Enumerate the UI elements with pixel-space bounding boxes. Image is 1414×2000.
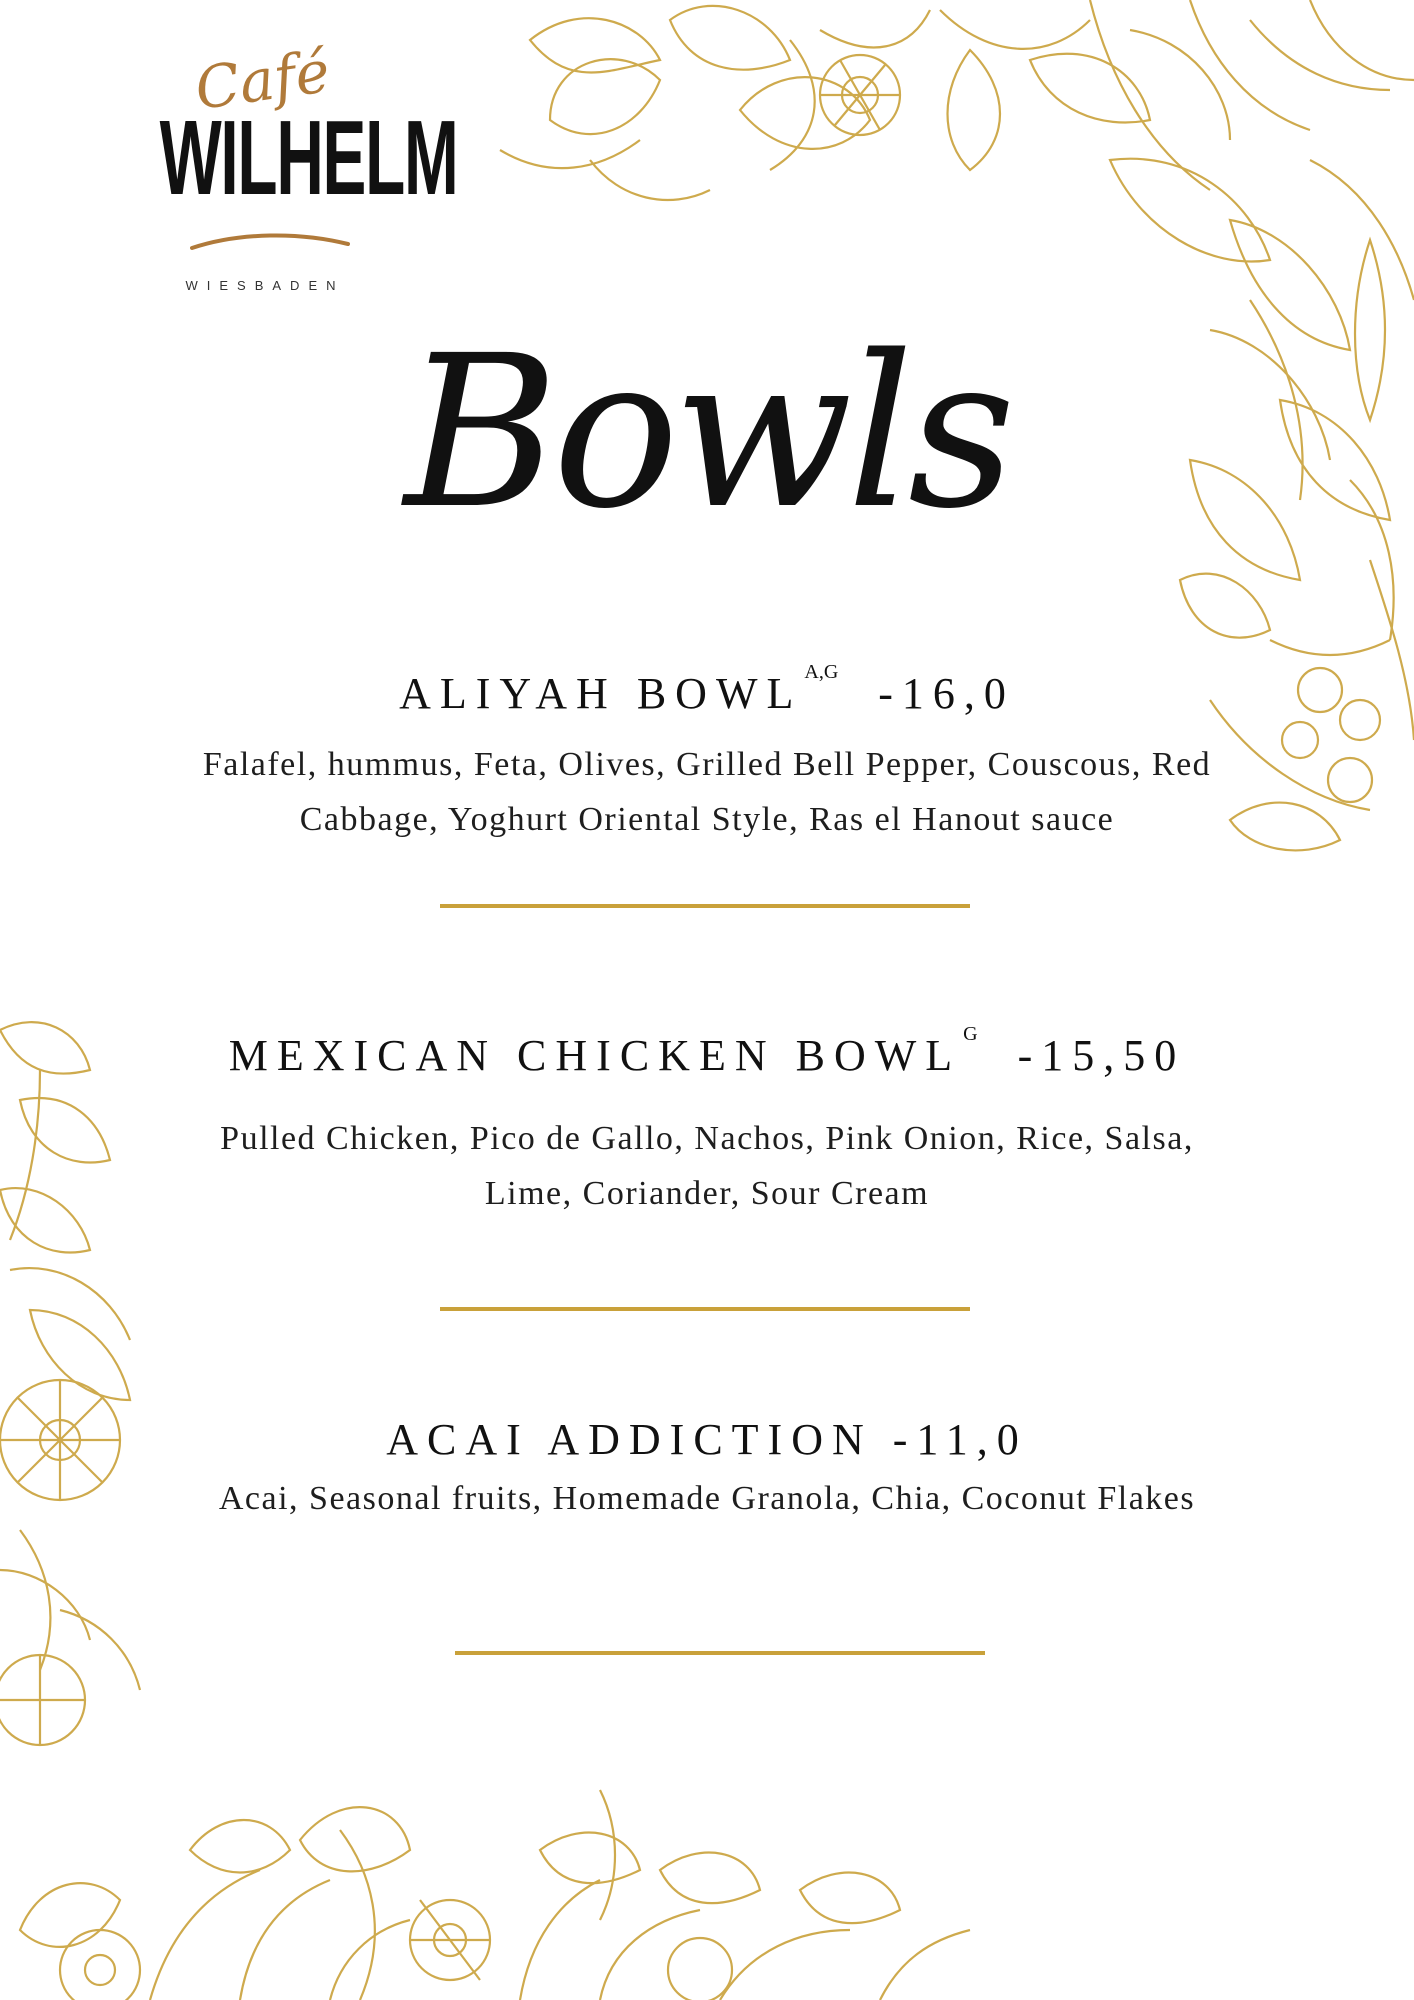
logo-swoosh-icon (190, 230, 350, 254)
divider (440, 1307, 970, 1311)
logo-wordmark: WILHELM (159, 99, 458, 217)
description-line: Cabbage, Yoghurt Oriental Style, Ras el Hanout sauce (299, 801, 1115, 838)
description-line: Lime, Coriander, Sour Cream (484, 1175, 930, 1212)
menu-item-acai (0, 1414, 1414, 1526)
divider (440, 904, 970, 908)
allergen-marker: A,G (804, 661, 839, 684)
menu-item-price: -16,0 (878, 669, 1015, 718)
description-line: Acai, Seasonal fruits, Homemade Granola, Chia, Coconut Flakes (218, 1480, 1196, 1517)
menu-item-description (0, 1471, 1414, 1526)
menu-item-mexican-chicken (0, 1023, 1414, 1221)
page-title: Bowls (404, 310, 1010, 555)
menu-item-heading (0, 1023, 1414, 1081)
logo-city: WIESBADEN (185, 278, 345, 293)
menu-item-description (0, 737, 1414, 847)
menu-item-heading (0, 661, 1414, 719)
menu-item-heading (0, 1414, 1414, 1465)
allergen-marker: G (963, 1023, 978, 1046)
divider (455, 1651, 985, 1655)
menu-item-description (0, 1111, 1414, 1221)
menu-item-price: -11,0 (892, 1415, 1028, 1464)
logo-cafe-script: Café (190, 36, 334, 124)
menu-item-name: ACAI ADDICTION (386, 1415, 873, 1464)
description-line: Pulled Chicken, Pico de Gallo, Nachos, Pink Onion, Rice, Salsa, (220, 1120, 1194, 1157)
cafe-logo (95, 36, 458, 293)
menu-item-price: -15,50 (1017, 1031, 1186, 1080)
description-line: Falafel, hummus, Feta, Olives, Grilled Bell Pepper, Couscous, Red (202, 746, 1212, 783)
menu-item-aliyah (0, 661, 1414, 847)
floral-bottom (0, 1730, 1000, 2000)
menu-item-name: ALIYAH BOWL (399, 669, 803, 718)
menu-item-name: MEXICAN CHICKEN BOWL (228, 1031, 962, 1080)
